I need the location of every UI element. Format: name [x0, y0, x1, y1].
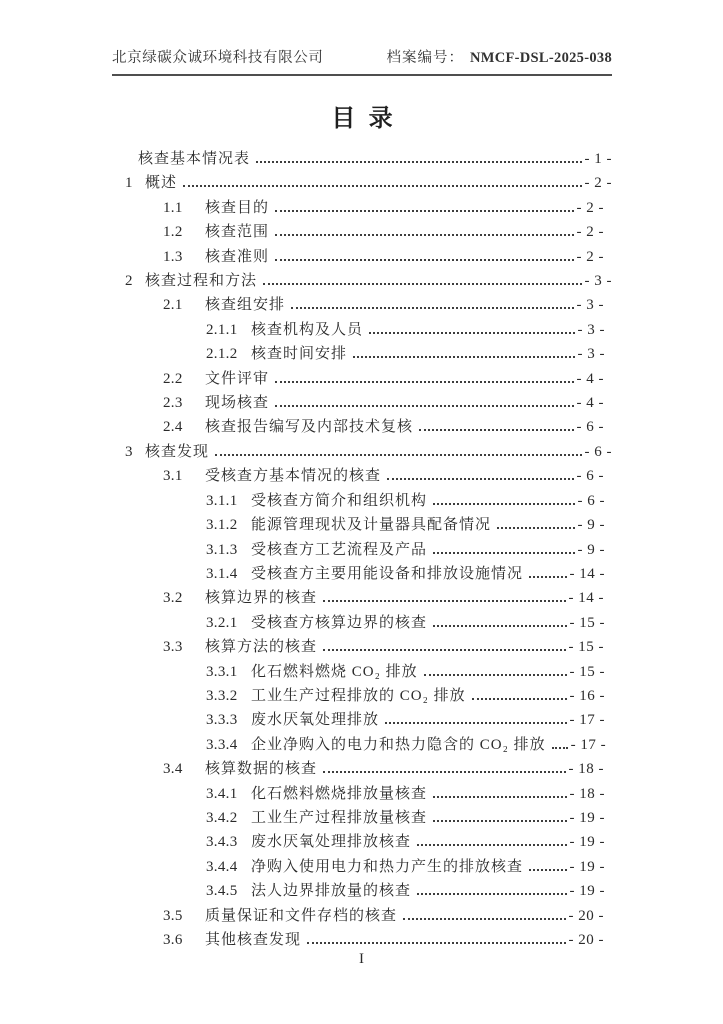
page-number: I [359, 951, 364, 967]
toc-leader-dots [433, 796, 566, 798]
toc-leader-dots [433, 625, 566, 627]
toc-entry-page-number: - 19 - [569, 858, 605, 875]
toc-entry-number: 3.1.1 [206, 492, 238, 509]
toc-entry-label: 废水厌氧处理排放 [251, 712, 380, 729]
toc-leader-dots [307, 942, 565, 944]
toc-entry-label: 现场核查 [205, 395, 270, 412]
toc-entry-label: 核查目的 [205, 199, 270, 216]
toc-leader-dots [417, 844, 566, 846]
toc-entry-label: 受核查方基本情况的核查 [205, 468, 382, 485]
toc-leader-dots [433, 552, 574, 554]
toc-entry-number: 2 [125, 273, 133, 290]
toc-entry-number: 3.3.3 [206, 712, 238, 729]
toc-entry-number: 3.3.2 [206, 687, 238, 704]
toc-leader-dots [497, 527, 574, 529]
toc-title: 目录 [331, 106, 406, 132]
toc-entry-page-number: - 9 - [577, 517, 605, 534]
toc-entry-page-number: - 3 - [577, 321, 605, 338]
toc-entry[interactable] [112, 879, 612, 903]
header-company-name: 北京绿碳众诚环境科技有限公司 [112, 50, 324, 66]
toc-entry-number: 3 [125, 443, 133, 460]
header-archive-number [386, 46, 612, 67]
toc-entry-page-number: - 20 - [568, 907, 604, 924]
archive-number-value: NMCF-DSL-2025-038 [469, 50, 612, 66]
toc-entry[interactable] [112, 538, 612, 562]
toc-entry-page-number: - 15 - [569, 663, 605, 680]
toc-entry-page-number: - 6 - [584, 443, 612, 460]
toc-entry[interactable] [112, 782, 612, 806]
toc-entry[interactable] [112, 708, 612, 732]
page-footer [0, 951, 723, 968]
toc-entry-page-number: - 19 - [569, 883, 605, 900]
toc-leader-dots [183, 185, 581, 187]
toc-leader-dots [215, 454, 581, 456]
toc-leader-dots [275, 234, 573, 236]
toc-leader-dots [419, 429, 573, 431]
toc-entry-number: 3.4.4 [206, 858, 238, 875]
table-of-contents [112, 147, 612, 952]
toc-entry-label: 核查组安排 [205, 297, 286, 314]
toc-entry[interactable] [112, 367, 612, 391]
toc-entry-page-number: - 6 - [576, 419, 604, 436]
toc-entry-number: 3.4.1 [206, 785, 238, 802]
toc-leader-dots [417, 893, 566, 895]
toc-entry-label: 核查过程和方法 [145, 273, 258, 290]
toc-entry-label: 其他核查发现 [205, 932, 302, 948]
toc-entry-page-number: - 18 - [568, 761, 604, 778]
toc-entry[interactable] [112, 196, 612, 220]
toc-entry[interactable] [112, 147, 612, 171]
toc-entry-page-number: - 6 - [576, 468, 604, 485]
toc-entry-number: 2.1.1 [206, 321, 238, 338]
toc-entry[interactable] [112, 562, 612, 586]
toc-entry-number: 3.4.2 [206, 809, 238, 826]
toc-entry-label: 受核查方简介和组织机构 [251, 492, 428, 509]
toc-entry-page-number: - 17 - [569, 712, 605, 729]
toc-entry-label: 受核查方主要用能设备和排放设施情况 [251, 565, 524, 582]
toc-entry-number: 3.2.1 [206, 614, 238, 631]
toc-entry-page-number: - 3 - [577, 346, 605, 363]
toc-entry-page-number: - 18 - [569, 785, 605, 802]
toc-entry-page-number: - 3 - [576, 297, 604, 314]
toc-entry-label: 概述 [145, 175, 178, 192]
toc-entry-number: 2.4 [163, 419, 183, 436]
toc-entry-page-number: - 16 - [569, 687, 605, 704]
toc-entry-page-number: - 17 - [570, 736, 607, 753]
toc-entry-label: 废水厌氧处理排放核查 [251, 834, 412, 851]
toc-entry-number: 2.1.2 [206, 346, 238, 363]
toc-entry-page-number: - 2 - [576, 248, 604, 265]
toc-leader-dots [369, 332, 574, 334]
page-header [112, 46, 612, 76]
toc-entry-label: 文件评审 [205, 370, 270, 387]
toc-entry-number: 3.1 [163, 468, 183, 485]
toc-entry-page-number: - 2 - [576, 224, 604, 241]
toc-entry-number: 1.3 [163, 248, 183, 265]
toc-leader-dots [323, 771, 565, 773]
toc-leader-dots [433, 820, 566, 822]
toc-entry-number: 1 [125, 175, 133, 192]
toc-entry-number: 3.4.5 [206, 883, 238, 900]
toc-entry[interactable] [112, 684, 612, 708]
toc-entry-label: 法人边界排放量的核查 [251, 883, 412, 900]
toc-entry-label: 核算数据的核查 [205, 761, 318, 778]
toc-entry[interactable] [112, 928, 612, 952]
toc-entry-page-number: - 19 - [569, 809, 605, 826]
toc-leader-dots [529, 869, 566, 871]
toc-entry-label: 化石燃料燃烧 CO₂ 排放 [251, 663, 418, 680]
toc-entry-label: 能源管理现状及计量器具配备情况 [251, 517, 492, 534]
toc-entry-label: 核算边界的核查 [205, 590, 318, 607]
toc-entry[interactable] [112, 171, 612, 195]
toc-entry-page-number: - 15 - [568, 639, 604, 656]
toc-entry-page-number: - 14 - [568, 590, 604, 607]
toc-entry-page-number: - 1 - [584, 151, 612, 167]
toc-leader-dots [552, 747, 568, 749]
toc-entry[interactable] [112, 855, 612, 879]
toc-entry[interactable] [112, 489, 612, 513]
toc-leader-dots [433, 503, 574, 505]
toc-leader-dots [275, 381, 573, 383]
toc-leader-dots [403, 918, 565, 920]
toc-entry-label: 工业生产过程排放的 CO₂ 排放 [251, 687, 466, 704]
toc-entry[interactable] [112, 635, 612, 659]
toc-entry-label: 核查基本情况表 [138, 151, 251, 167]
toc-entry[interactable] [112, 904, 612, 928]
toc-entry[interactable] [112, 464, 612, 488]
archive-number-label: 档案编号： [386, 50, 464, 66]
toc-entry[interactable] [112, 269, 612, 293]
toc-leader-dots [275, 405, 573, 407]
toc-entry-label: 核查机构及人员 [251, 321, 364, 338]
toc-entry-label: 受核查方核算边界的核查 [251, 614, 428, 631]
toc-entry-page-number: - 4 - [576, 370, 604, 387]
toc-leader-dots [385, 722, 566, 724]
toc-entry[interactable] [112, 611, 612, 635]
toc-entry-number: 3.5 [163, 907, 183, 924]
toc-entry[interactable] [112, 245, 612, 269]
toc-entry[interactable] [112, 830, 612, 854]
toc-leader-dots [291, 307, 573, 309]
toc-entry-number: 3.1.3 [206, 541, 238, 558]
toc-entry-page-number: - 4 - [576, 395, 604, 412]
toc-entry-label: 核查时间安排 [251, 346, 348, 363]
toc-leader-dots [387, 478, 573, 480]
toc-entry-number: 3.3.4 [206, 736, 238, 753]
toc-entry-label: 受核查方工艺流程及产品 [251, 541, 428, 558]
toc-entry-label: 净购入使用电力和热力产生的排放核查 [251, 858, 524, 875]
toc-entry-page-number: - 14 - [569, 565, 605, 582]
toc-entry[interactable] [112, 757, 612, 781]
toc-leader-dots [323, 649, 565, 651]
toc-entry-label: 工业生产过程排放量核查 [251, 809, 428, 826]
toc-entry[interactable] [112, 342, 612, 366]
toc-entry-number: 1.2 [163, 224, 183, 241]
toc-entry-page-number: - 15 - [569, 614, 605, 631]
toc-entry-label: 化石燃料燃烧排放量核查 [251, 785, 428, 802]
toc-entry-label: 核查发现 [145, 443, 210, 460]
toc-leader-dots [424, 674, 567, 676]
toc-entry[interactable] [112, 733, 612, 757]
toc-entry-label: 核查准则 [205, 248, 270, 265]
toc-entry-page-number: - 2 - [576, 199, 604, 216]
toc-entry-page-number: - 6 - [577, 492, 605, 509]
toc-leader-dots [323, 600, 565, 602]
toc-entry[interactable] [112, 391, 612, 415]
toc-entry-label: 质量保证和文件存档的核查 [205, 907, 398, 924]
toc-entry-number: 3.4 [163, 761, 183, 778]
toc-entry[interactable] [112, 415, 612, 439]
toc-leader-dots [472, 698, 567, 700]
toc-entry-label: 核查范围 [205, 224, 270, 241]
toc-entry-page-number: - 19 - [569, 834, 605, 851]
toc-entry[interactable] [112, 318, 612, 342]
toc-entry-page-number: - 2 - [584, 175, 612, 192]
toc-entry[interactable] [112, 806, 612, 830]
toc-entry-page-number: - 3 - [584, 273, 612, 290]
toc-leader-dots [275, 259, 573, 261]
toc-entry-number: 2.3 [163, 395, 183, 412]
toc-entry-number: 2.1 [163, 297, 183, 314]
toc-leader-dots [275, 210, 573, 212]
toc-leader-dots [529, 576, 566, 578]
toc-entry-label: 企业净购入的电力和热力隐含的 CO₂ 排放 [251, 736, 546, 753]
toc-entry-label: 核算方法的核查 [205, 639, 318, 656]
toc-entry-number: 3.3.1 [206, 663, 238, 680]
toc-entry[interactable] [112, 586, 612, 610]
toc-entry[interactable] [112, 220, 612, 244]
toc-entry[interactable] [112, 293, 612, 317]
toc-leader-dots [263, 283, 581, 285]
toc-entry-number: 2.2 [163, 370, 183, 387]
toc-entry-number: 3.2 [163, 590, 183, 607]
toc-leader-dots [256, 161, 581, 163]
toc-entry-number: 3.3 [163, 639, 183, 656]
toc-entry[interactable] [112, 660, 612, 684]
toc-entry[interactable] [112, 440, 612, 464]
toc-entry-number: 3.1.4 [206, 565, 238, 582]
toc-entry-page-number: - 9 - [577, 541, 605, 558]
toc-entry-number: 1.1 [163, 199, 183, 216]
toc-leader-dots [353, 356, 574, 358]
toc-entry-page-number: - 20 - [568, 932, 604, 948]
toc-entry-label: 核查报告编写及内部技术复核 [205, 419, 414, 436]
toc-entry-number: 3.4.3 [206, 834, 238, 851]
toc-entry-number: 3.1.2 [206, 517, 238, 534]
toc-entry[interactable] [112, 513, 612, 537]
toc-entry-number: 3.6 [163, 932, 183, 948]
